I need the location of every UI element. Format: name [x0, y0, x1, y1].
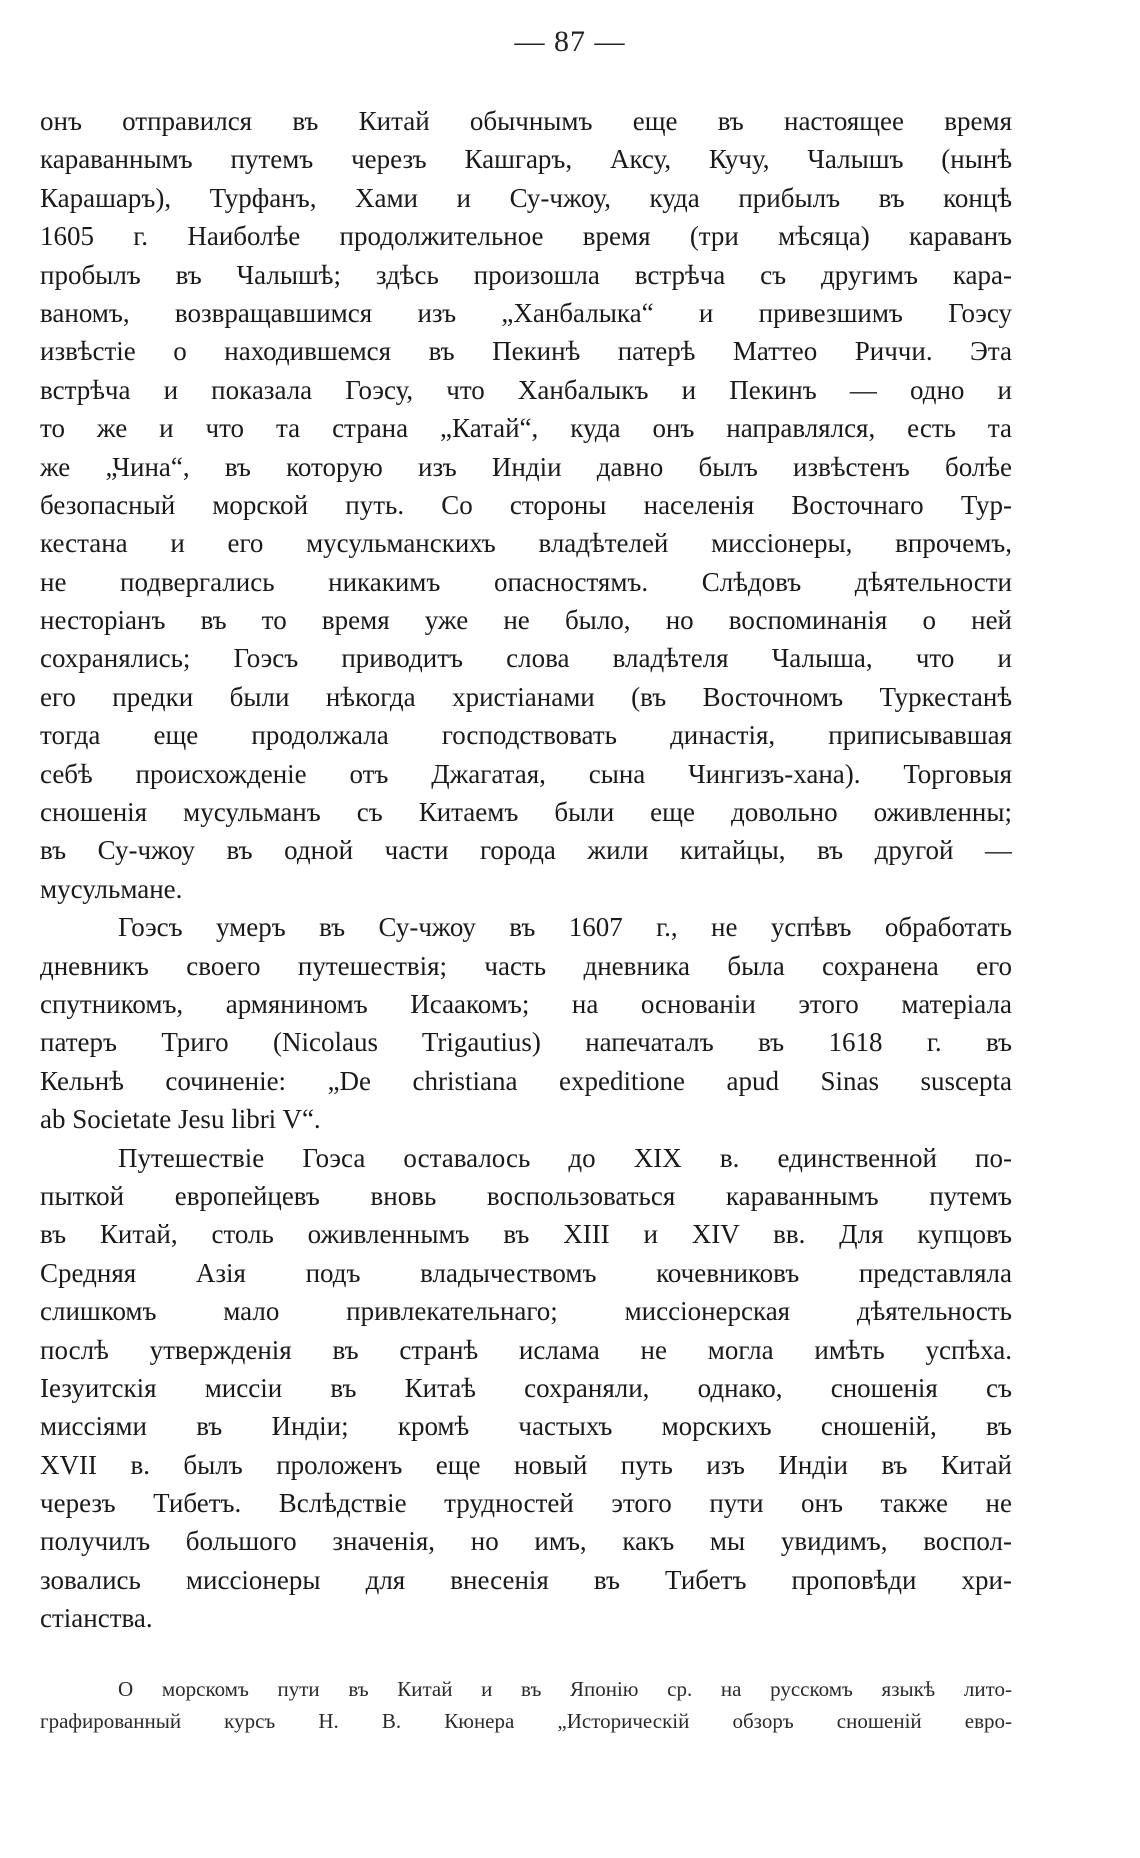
text-line: встрѣча и показала Гоэсу, что Ханбалыкъ и Пекинъ — одно и [40, 374, 1012, 405]
text-line: караваннымъ путемъ черезъ Кашгаръ, Аксу, Кучу, Чалышъ (нынѣ [40, 144, 1012, 175]
text-line: XVII в. былъ проложенъ еще новый путь изъ Индіи въ Китай [40, 1449, 1012, 1480]
text-line: извѣстіе о находившемся въ Пекинѣ патерѣ Маттео Риччи. Эта [40, 336, 1012, 367]
text-line: себѣ происхожденіе отъ Джагатая, сына Чингизъ-хана). Торговыя [40, 758, 1012, 789]
footnote-line: графированный курсъ Н. В. Кюнера „Историческій обзоръ сношеній евро- [40, 1709, 1012, 1733]
footnote [40, 1673, 1012, 1737]
text-line: безопасный морской путь. Со стороны населенія Восточнаго Тур- [40, 489, 1012, 520]
text-line: патеръ Триго (Nicolaus Trigautius) напечаталъ въ 1618 г. въ [40, 1027, 1012, 1058]
text-line: послѣ утвержденія въ странѣ ислама не могла имѣть успѣха. [40, 1334, 1012, 1365]
text-line: слишкомъ мало привлекательнаго; миссіонерская дѣятельность [40, 1296, 1012, 1327]
text-line: 1605 г. Наиболѣе продолжительное время (три мѣсяца) караванъ [40, 221, 1012, 252]
text-line: Карашаръ), Турфанъ, Хами и Су-чжоу, куда прибылъ въ концѣ [40, 182, 1012, 213]
text-line: въ Китай, столь оживленнымъ въ XIII и XIV вв. Для купцовъ [40, 1219, 1012, 1250]
text-line: пыткой европейцевъ вновь воспользоваться караваннымъ путемъ [40, 1180, 1012, 1211]
text-line: миссіями въ Индіи; кромѣ частыхъ морскихъ сношеній, въ [40, 1411, 1012, 1442]
text-line: ваномъ, возвращавшимся изъ „Ханбалыка“ и привезшимъ Гоэсу [40, 297, 1012, 328]
text-line: зовались миссіонеры для внесенія въ Тибетъ проповѣди хри- [40, 1564, 1012, 1595]
text-line: сношенія мусульманъ съ Китаемъ были еще довольно оживленны; [40, 797, 1012, 828]
text-line: Кельнѣ сочиненіе: „De christiana expeditione apud Sinas suscepta [40, 1065, 1012, 1096]
body-text [40, 102, 1012, 1638]
text-line: не подвергались никакимъ опасностямъ. Слѣдовъ дѣятельности [40, 566, 1012, 597]
text-line: спутникомъ, армяниномъ Исаакомъ; на основаніи этого матеріала [40, 988, 1012, 1019]
text-line: его предки были нѣкогда христіанами (въ Восточномъ Туркестанѣ [40, 681, 1012, 712]
text-line: онъ отправился въ Китай обычнымъ еще въ настоящее время [40, 106, 1012, 136]
footnote-line: О морскомъ пути въ Китай и въ Японію ср. на русскомъ языкѣ лито- [118, 1677, 1012, 1701]
text-line: то же и что та страна „Катай“, куда онъ направлялся, есть та [40, 413, 1012, 444]
text-line: сохранялись; Гоэсъ приводитъ слова владѣтеля Чалыша, что и [40, 643, 1012, 674]
text-line: Гоэсъ умеръ въ Су-чжоу въ 1607 г., не успѣвъ обработать [118, 912, 1012, 943]
text-line: кестана и его мусульманскихъ владѣтелей миссіонеры, впрочемъ, [40, 528, 1012, 559]
text-line: въ Су-чжоу въ одной части города жили китайцы, въ другой — [40, 835, 1012, 866]
text-line: же „Чина“, въ которую изъ Индіи давно былъ извѣстенъ болѣе [40, 451, 1012, 482]
page-number: — 87 — [514, 25, 626, 58]
text-line: дневникъ своего путешествія; часть дневника была сохранена его [40, 950, 1012, 981]
text-line: получилъ большого значенія, но имъ, какъ мы увидимъ, воспол- [40, 1526, 1012, 1557]
text-line: Путешествіе Гоэса оставалось до XIX в. единственной по- [118, 1142, 1012, 1173]
text-line: пробылъ въ Чалышѣ; здѣсь произошла встрѣча съ другимъ кара- [40, 259, 1012, 290]
text-line: мусульмане. [40, 873, 183, 904]
text-line: черезъ Тибетъ. Вслѣдствіе трудностей этого пути онъ также не [40, 1488, 1012, 1519]
text-line: Средняя Азія подъ владычествомъ кочевниковъ представляла [40, 1257, 1012, 1288]
text-line: тогда еще продолжала господствовать династія, приписывавшая [40, 720, 1012, 751]
text-line: несторіанъ въ то время уже не было, но воспоминанія о ней [40, 605, 1012, 636]
text-line: стіанства. [40, 1603, 153, 1634]
text-line: Іезуитскія миссіи въ Китаѣ сохраняли, однако, сношенія съ [40, 1372, 1012, 1403]
text-line: ab Societate Jesu libri V“. [40, 1104, 321, 1135]
